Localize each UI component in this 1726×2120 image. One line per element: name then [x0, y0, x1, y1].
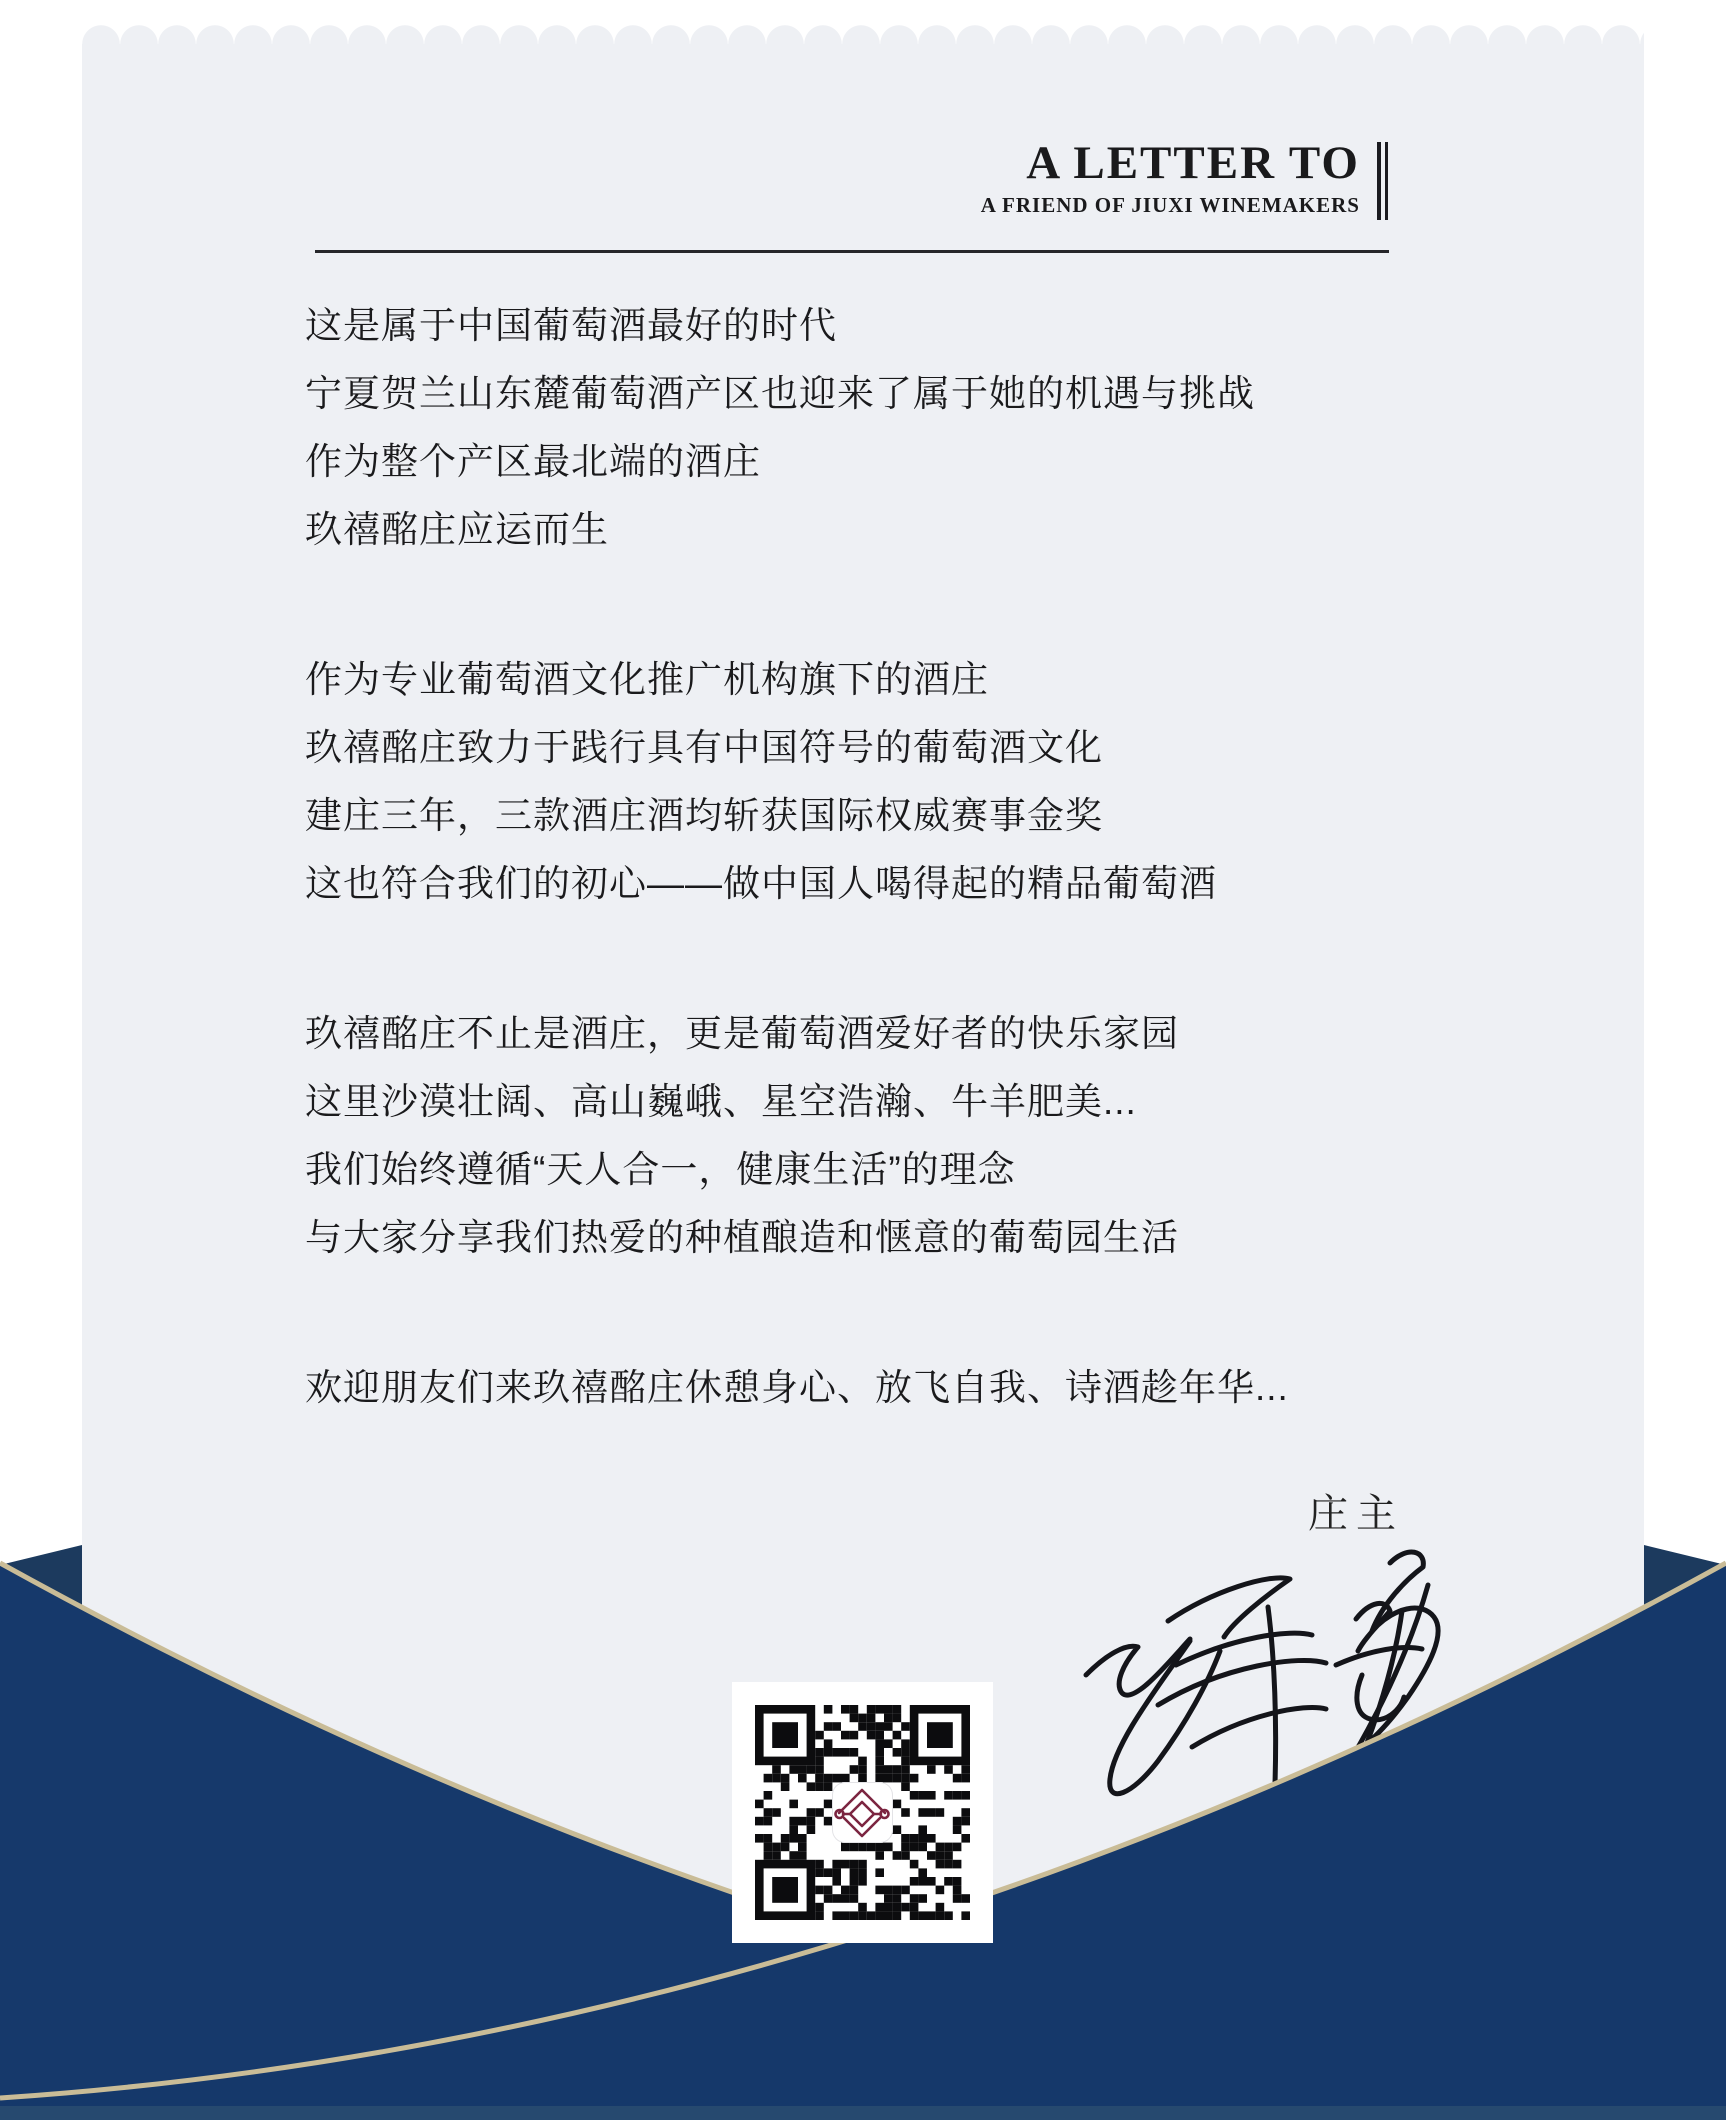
masthead-subtitle: A FRIEND OF JIUXI WINEMAKERS [980, 193, 1360, 217]
masthead-text [981, 136, 1360, 218]
bar-thick [1377, 142, 1381, 220]
letter-line: 宁夏贺兰山东麓葡萄酒产区也迎来了属于她的机遇与挑战 [305, 373, 1255, 414]
letter-line: 作为专业葡萄酒文化推广机构旗下的酒庄 [305, 659, 989, 700]
wechat-qr-panel [732, 1682, 993, 1943]
letter-line: 作为整个产区最北端的酒庄 [305, 441, 761, 482]
bar-thin [1385, 142, 1388, 220]
paragraph [305, 646, 1545, 918]
owner-signature [1072, 1545, 1452, 1875]
winery-logo-badge [832, 1782, 893, 1843]
paragraph [305, 1354, 1545, 1422]
letter-line: 这是属于中国葡萄酒最好的时代 [305, 305, 837, 346]
letter-body [305, 292, 1545, 1504]
letter-line: 玖禧酩庄致力于践行具有中国符号的葡萄酒文化 [305, 727, 1103, 768]
paragraph [305, 1000, 1545, 1272]
letter-line: 我们始终遵循“天人合一，健康生活”的理念 [305, 1149, 1016, 1190]
masthead [981, 136, 1388, 220]
divider-line [315, 250, 1389, 253]
letter-line: 这也符合我们的初心——做中国人喝得起的精品葡萄酒 [305, 863, 1217, 904]
signoff-role: 庄主 [1308, 1492, 1404, 1536]
winery-logo [832, 1782, 893, 1843]
double-bar-ornament [1377, 142, 1388, 220]
masthead-title: A LETTER TO [1026, 137, 1360, 189]
letter-line: 与大家分享我们热爱的种植酿造和惬意的葡萄园生活 [305, 1217, 1179, 1258]
letter-line: 这里沙漠壮阔、高山巍峨、星空浩瀚、牛羊肥美... [305, 1081, 1137, 1122]
letter-line: 欢迎朋友们来玖禧酩庄休憩身心、放飞自我、诗酒趁年华... [305, 1367, 1289, 1408]
letter-line: 建庄三年，三款酒庄酒均斩获国际权威赛事金奖 [305, 795, 1103, 836]
letter-line: 玖禧酩庄应运而生 [305, 509, 609, 550]
letter-line: 玖禧酩庄不止是酒庄，更是葡萄酒爱好者的快乐家园 [305, 1013, 1179, 1054]
paragraph [305, 292, 1545, 564]
